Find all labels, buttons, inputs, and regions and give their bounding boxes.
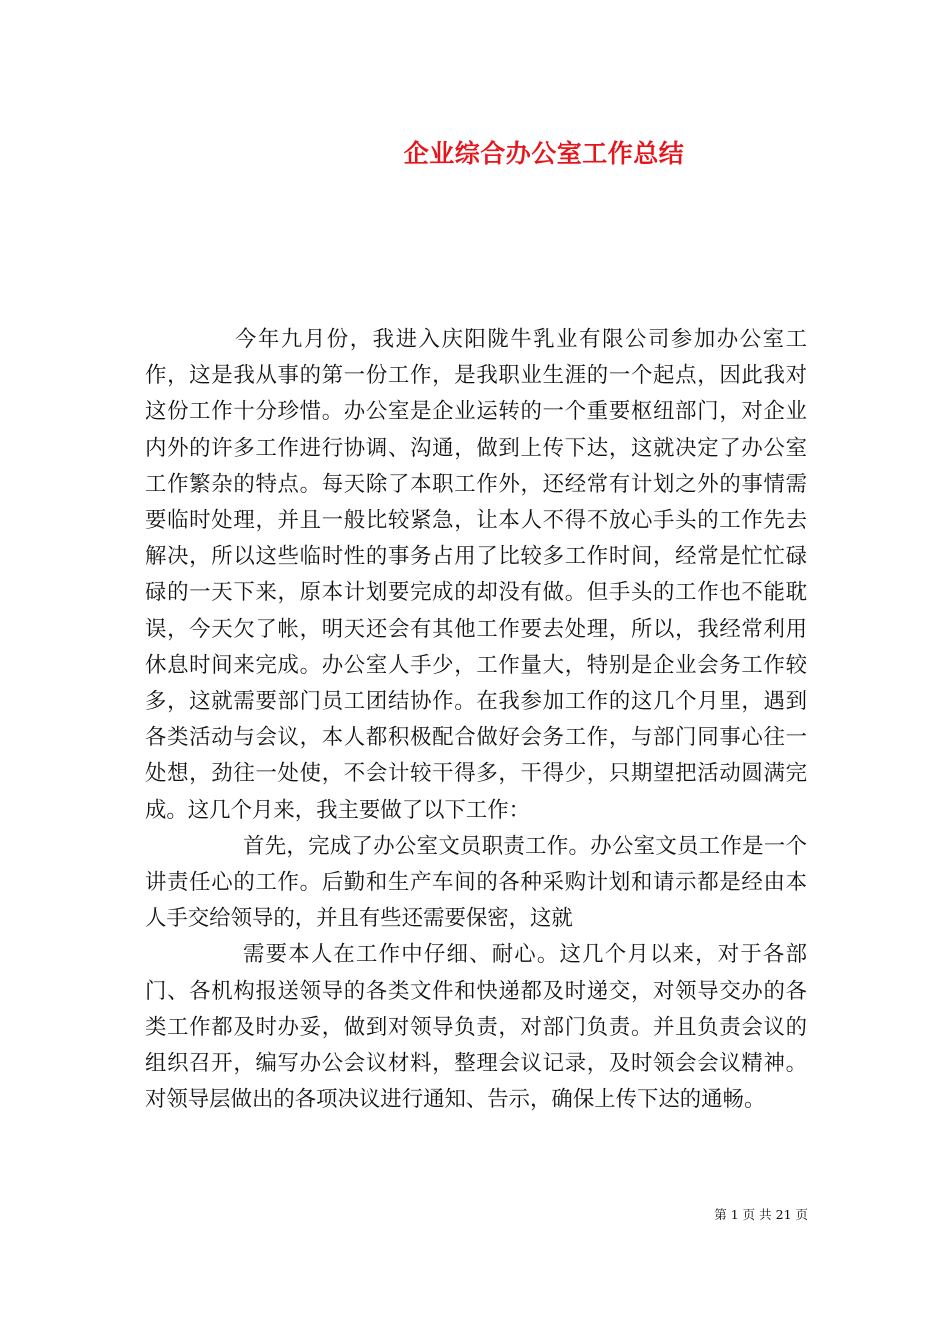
document-title: 企业综合办公室工作总结: [403, 139, 685, 168]
document-body: [145, 322, 807, 1118]
paragraph-first-task-continued: 需要本人在工作中仔细、耐心。这几个月以来，对于各部门、各机构报送领导的各类文件和快递都及时递交，对领导交办的各类工作都及时办妥，做到对领导负责，对部门负责。并且负责会议的组织召开，编写办公会议材料，整理会议记录，及时领会会议精神。对领导层做出的各项决议进行通知、告示，确保上传下达的通畅。: [145, 942, 807, 1113]
paragraph-intro: 今年九月份，我进入庆阳陇牛乳业有限公司参加办公室工作，这是我从事的第一份工作，是我职业生涯的一个起点，因此我对这份工作十分珍惜。办公室是企业运转的一个重要枢纽部门，对企业内外的许多工作进行协调、沟通，做到上传下达，这就决定了办公室工作繁杂的特点。每天除了本职工作外，还经常有计划之外的事情需要临时处理，并且一般比较紧急，让本人不得不放心手头的工作先去解决，所以这些临时性的事务占用了比较多工作时间，经常是忙忙碌碌的一天下来，原本计划要完成的却没有做。但手头的工作也不能耽误，今天欠了帐，明天还会有其他工作要去处理，所以，我经常利用休息时间来完成。办公室人手少，工作量大，特别是企业会务工作较多，这就需要部门员工团结协作。在我参加工作的这几个月里，遇到各类活动与会议，本人都积极配合做好会务工作，与部门同事心往一处想，劲往一处使，不会计较干得多，干得少，只期望把活动圆满完成。这几个月来，我主要做了以下工作：: [145, 327, 807, 823]
page-number: 第 1 页 共 21 页: [714, 1207, 808, 1222]
paragraph-first-task: 首先，完成了办公室文员职责工作。办公室文员工作是一个讲责任心的工作。后勤和生产车间的各种采购计划和请示都是经由本人手交给领导的，并且有些还需要保密，这就: [145, 833, 807, 932]
